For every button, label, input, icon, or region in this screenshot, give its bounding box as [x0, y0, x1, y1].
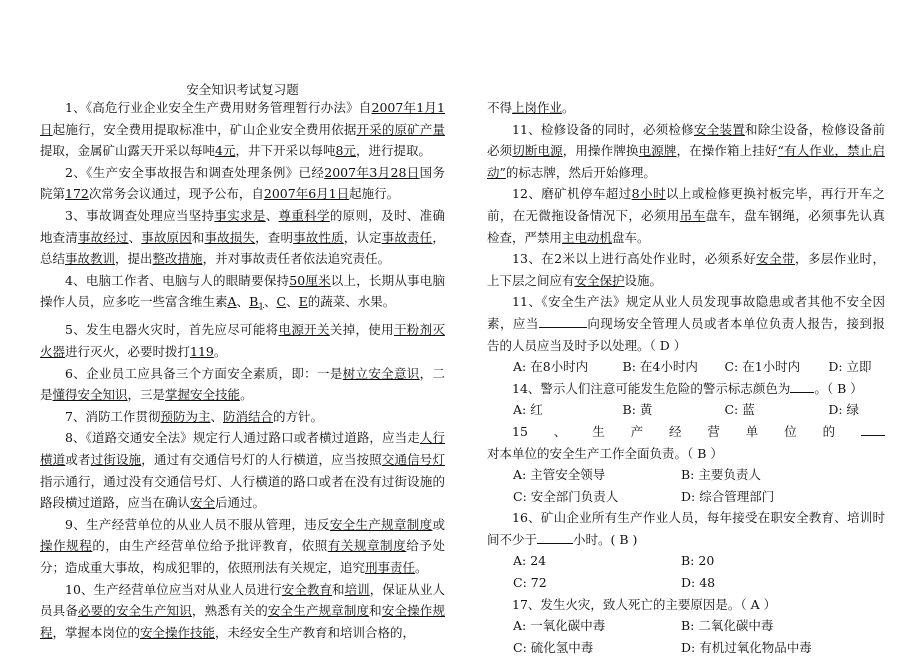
answer-text: 事故责任	[381, 229, 433, 245]
answer-text: 安全保护	[574, 272, 625, 288]
question-text: ，多层作业时，上下层之间应有	[487, 251, 885, 288]
question-text: 或	[432, 516, 445, 532]
question-text: 国务院第	[40, 164, 445, 202]
answer-text: “有人作业，禁止启动”	[487, 143, 885, 180]
question-text: 给予处分；造成重大事故，构成犯罪的，依照刑法有关规定，追究	[40, 538, 445, 575]
option-item: D: 立即	[828, 359, 872, 375]
question-text: 。	[562, 100, 575, 115]
question-paragraph	[487, 248, 885, 291]
answer-text: 预防为主	[160, 408, 211, 424]
question-text: 的标志牌，然后开始修理。	[505, 164, 656, 180]
question-text: 盘车。	[612, 229, 650, 245]
question-text: 次常务会议通过，现予公布，自	[88, 186, 264, 202]
question-paragraph	[40, 319, 445, 362]
question-text: 16、矿山企业所有生产作业人员，每年接受在职安全教育、培训时间不少于	[487, 510, 885, 547]
answer-text: 4元	[215, 143, 236, 159]
option-item: D: 绿	[828, 402, 860, 418]
question-text: 11、《安全生产法》规定从业人员发现事故隐患或者其他不安全因素，应当	[487, 294, 885, 331]
question-text: 5、发生电器火灾时，首先应尽可能将	[65, 322, 279, 338]
answer-text: 172	[65, 186, 89, 202]
answer-text: 安全操作技能	[140, 624, 216, 640]
question-text: ，查明	[255, 229, 294, 245]
question-text: 。	[415, 559, 428, 575]
answer-text: 防消结合	[223, 408, 274, 424]
question-text: ，在操作箱上挂好	[676, 143, 778, 159]
answer-text: 人行横道	[40, 430, 445, 467]
answer-text: 安全	[190, 495, 216, 511]
question-paragraph	[40, 270, 445, 320]
question-text: ，井下开采以每吨	[235, 143, 336, 159]
question-paragraph	[487, 183, 885, 248]
question-text: 的蔬菜、水果。	[307, 294, 396, 310]
question-text: 盘车，盘车钢绳，必须事先认真检查，严禁用	[487, 207, 885, 245]
question-text: ，熟悉有关的	[191, 603, 268, 619]
option-item: C: 在1小时内	[724, 359, 801, 375]
question-text: 起施行，安全费用提取标准中，矿山企业安全费用依据	[52, 121, 357, 137]
answer-text: 事实求是	[214, 207, 266, 223]
question-text: 和	[369, 603, 382, 619]
question-text: ，用操作牌换	[562, 143, 639, 159]
question-text: 14、警示人们注意可能发生危险的警示标志颜色为	[512, 380, 791, 396]
answer-text: 主电动机	[562, 229, 613, 245]
question-text: ，总结	[40, 229, 445, 267]
question-text: ，二是	[40, 365, 445, 403]
answer-text: 操作规程	[40, 538, 93, 554]
answer-text: $B_1$	[249, 294, 264, 313]
option-item: C: 安全部门负责人	[513, 488, 619, 504]
question-text: 4、电脑工作者、电脑与人的眼睛要保持	[65, 272, 290, 288]
question-text: 。	[240, 387, 253, 403]
option-item: B: 主要负责人	[681, 467, 761, 483]
question-paragraph	[487, 97, 885, 119]
answer-text: 培训	[344, 581, 370, 597]
question-text: ，并对事故责任者依法追究责任。	[202, 251, 391, 267]
answer-text: 安全教育	[281, 581, 333, 597]
answer-text: 吊车	[679, 207, 706, 223]
answer-text: 刑事责任	[365, 559, 416, 575]
option-item: B: 20	[681, 553, 715, 569]
answer-text: 有关规章制度	[327, 538, 407, 554]
question-text: 起施行。	[349, 186, 400, 202]
answer-text: 事故损失	[204, 229, 256, 245]
right-questions	[487, 97, 885, 291]
answer-text: 电源牌	[638, 143, 677, 159]
answer-blank	[537, 529, 573, 544]
question-paragraph	[40, 363, 445, 406]
question-text: 6、企业员工应具备三个方面安全素质，即：一是	[65, 365, 343, 381]
answer-text: 树立安全意识	[342, 365, 420, 381]
document-title: 安全知识考试复习题	[186, 82, 299, 97]
answer-text: 掌握安全技能	[165, 387, 241, 403]
question-text: 8、《道路交通安全法》规定行人通过路口或者横过道路，应当走	[65, 430, 420, 446]
question-text: 11、检修设备的同时，必须检修	[512, 121, 694, 137]
question-text: 2、《生产安全事故报告和调查处理条例》已经	[65, 164, 325, 180]
answer-text: E	[298, 294, 308, 310]
question-text: 的原则，及时、准确地查清	[40, 207, 445, 245]
subscript: 1	[258, 302, 264, 313]
answer-text: 尊重科学	[278, 207, 330, 223]
answer-text: 开采的原矿产量	[356, 121, 445, 137]
answer-text: 安全操作规程	[40, 603, 445, 640]
options-row	[487, 550, 885, 572]
mc-question	[487, 378, 885, 400]
question-text: 9、生产经营单位的从业人员不服从管理，违反	[65, 516, 330, 532]
answer-text: 50厘米	[289, 272, 331, 288]
options-row	[487, 572, 885, 594]
question-text: ，未经安全生产教育和培训合格的，	[215, 624, 416, 640]
question-text: 13、在2米以上进行高处作业时，必须系好	[512, 251, 757, 267]
answer-text: 懂得安全知识	[52, 387, 128, 403]
option-item: C: 蓝	[724, 402, 755, 418]
question-paragraph	[40, 97, 445, 162]
question-text: 关掉，使用	[329, 322, 394, 338]
answer-text: 2007年6月1日	[263, 186, 350, 202]
options-row	[487, 637, 885, 658]
answer-text: 过街设施	[90, 452, 142, 467]
options-row	[487, 615, 885, 637]
question-text: ，保证从业人员具备	[40, 581, 445, 619]
option-item: B: 在4小时内	[622, 359, 698, 375]
answer-text: 2007年3月28日	[324, 164, 420, 180]
mc-question	[487, 421, 885, 464]
answer-text: 8元	[335, 143, 356, 159]
answer-text: 安全生产规章制度	[267, 603, 370, 619]
option-item: A: 24	[513, 553, 547, 569]
question-paragraph	[40, 205, 445, 270]
options-row	[487, 356, 885, 378]
answer-text: 电源开关	[278, 322, 330, 338]
answer-text: 切断电源	[512, 143, 563, 159]
answer-text: 8小时	[631, 186, 666, 202]
question-paragraph	[487, 119, 885, 184]
question-text: 、	[236, 294, 250, 310]
question-text: 。（ B ）	[814, 380, 863, 396]
answer-text: 上岗作业	[512, 100, 563, 115]
question-text: 或者	[65, 452, 91, 467]
question-text: ，掌握本岗位的	[52, 624, 141, 640]
question-text: 和除尘设备，检修设备前必须	[487, 121, 885, 159]
right-column	[487, 97, 885, 658]
answer-text: 干粉剂灭火器	[40, 322, 445, 360]
answer-text: 安全带	[756, 251, 795, 267]
answer-blank	[539, 313, 587, 328]
question-text: 不得	[487, 100, 513, 115]
question-text: 对本单位的安全生产工作全面负责。（ B ）	[487, 445, 723, 461]
question-text: 和	[332, 581, 345, 597]
question-text: 10、生产经营单位应当对从业人员进行	[65, 581, 282, 597]
question-text: 的，由生产经营单位给予批评教育，依照	[92, 538, 328, 554]
answer-blank	[790, 378, 814, 393]
question-paragraph	[40, 406, 445, 428]
question-text: 、	[265, 207, 279, 223]
question-text: ，提出	[115, 251, 153, 267]
answer-text: 整改措施	[152, 251, 203, 267]
option-item: A: 主管安全领导	[513, 467, 606, 483]
answer-text: 安全生产规章制度	[329, 516, 433, 532]
question-paragraph	[40, 514, 445, 579]
question-text: 。	[213, 344, 227, 360]
question-text: 后通过。	[215, 495, 266, 511]
options-row	[487, 399, 885, 421]
answer-text: C	[276, 294, 287, 310]
answer-text: 事故原因	[141, 229, 192, 245]
answer-text: 事故经过	[77, 229, 129, 245]
question-text: ，进行提取。	[355, 143, 431, 159]
answer-text: A	[227, 294, 237, 310]
question-text: 和	[191, 229, 205, 245]
question-text: 15、生产经营单位的	[512, 423, 861, 439]
answer-text: 2007年1月1日	[40, 100, 445, 137]
question-text: 、	[210, 408, 223, 424]
question-text: 、	[263, 294, 277, 310]
answer-text: 交通信号灯	[381, 452, 445, 467]
question-text: 进行灭火，必要时拨打	[65, 344, 191, 360]
question-text: 向现场安全管理人员或者本单位负责人报告，接到报告的人员应当及时予以处理。（ D ）	[487, 315, 885, 353]
options-row	[487, 486, 885, 508]
question-text: 的方针。	[273, 408, 324, 424]
option-item: C: 硫化氢中毒	[513, 639, 594, 655]
multiple-choice-section	[487, 291, 885, 658]
answer-text: 安全装置	[693, 121, 745, 137]
option-item: D: 综合管理部门	[681, 488, 775, 504]
question-text: 以上或检修更换衬板完毕，再行开车之前，在无微拖设备情况下，必须用	[487, 186, 886, 223]
question-text: 小时。( B )	[573, 531, 638, 547]
question-text: 12、磨矿机停车超过	[512, 186, 632, 202]
options-row	[487, 464, 885, 486]
option-item: B: 黄	[622, 402, 653, 418]
question-text: 1、《高危行业企业安全生产费用财务管理暂行办法》自	[65, 100, 372, 115]
left-column	[40, 82, 445, 643]
question-text: 指示通行，通过没有交通信号灯、人行横道的路口或者在没有过街设施的路段横过道路，应当在确认	[40, 473, 445, 511]
mc-question	[487, 291, 885, 356]
answer-text: 事故教训	[65, 251, 116, 267]
question-paragraph	[40, 579, 445, 644]
option-item: C: 72	[513, 575, 547, 591]
mc-question	[487, 507, 885, 550]
option-item: A: 红	[513, 402, 543, 418]
question-text: 7、消防工作贯彻	[65, 408, 161, 424]
answer-text: 事故性质	[293, 229, 344, 245]
answer-blank	[861, 421, 885, 436]
question-text: ，三是	[127, 387, 166, 403]
question-text: 以上，长期从事电脑操作人员，应多吃一些富含维生素	[40, 272, 445, 310]
question-text: 、	[286, 294, 299, 310]
question-text: ，通过有交通信号灯的人行横道，应当按照	[141, 452, 382, 467]
question-text: ，认定	[343, 229, 382, 245]
option-item: A: 在8小时内	[513, 359, 589, 375]
question-text: 提取，金属矿山露天开采以每吨	[40, 143, 216, 159]
option-item: A: 一氧化碳中毒	[513, 618, 606, 634]
question-text: 、	[128, 229, 142, 245]
mc-question	[487, 594, 885, 616]
option-item: D: 有机过氧化物品中毒	[681, 639, 812, 655]
question-text: 17、发生火灾，致人死亡的主要原因是。（ A ）	[512, 596, 777, 612]
answer-text: 必要的安全生产知识	[77, 603, 192, 619]
option-item: B: 二氧化碳中毒	[681, 618, 774, 634]
option-item: D: 48	[681, 575, 716, 591]
question-paragraph	[40, 162, 445, 205]
answer-text: 119	[190, 344, 214, 360]
question-text: 3、事故调查处理应当坚持	[65, 207, 215, 223]
question-text: 设施。	[624, 272, 663, 288]
left-questions	[40, 97, 445, 643]
question-paragraph	[40, 427, 445, 513]
